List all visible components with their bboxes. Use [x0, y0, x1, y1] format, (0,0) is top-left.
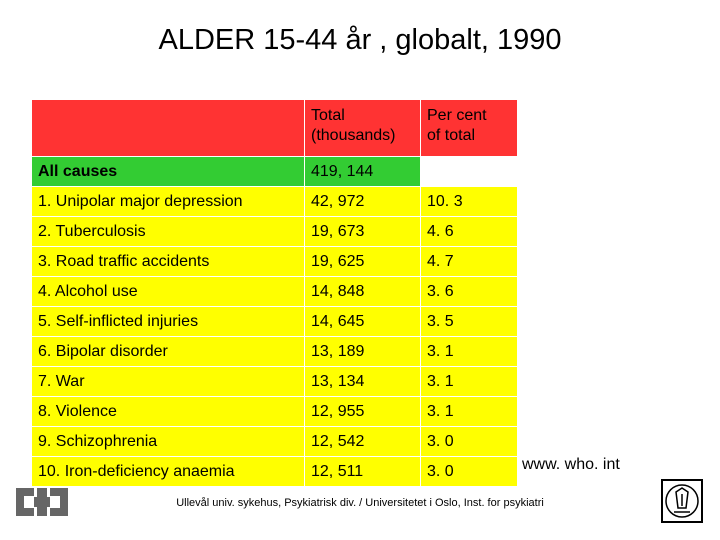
header-total: Total (thousands) [305, 100, 421, 157]
cause-cell [32, 427, 305, 457]
total-cell: 12, 511 [305, 457, 421, 487]
cause-number: 8. [38, 402, 52, 420]
total-value: 419, 144 [305, 157, 421, 187]
percent-cell: 10. 3 [421, 187, 518, 217]
total-percent [421, 157, 518, 187]
total-cell: 19, 625 [305, 247, 421, 277]
cause-cell [32, 367, 305, 397]
percent-cell: 4. 7 [421, 247, 518, 277]
percent-cell: 3. 0 [421, 457, 518, 487]
cause-label: Iron-deficiency anaemia [64, 462, 235, 480]
percent-cell: 3. 1 [421, 367, 518, 397]
table-row [32, 457, 518, 487]
page-title: ALDER 15-44 år , globalt, 1990 [158, 24, 562, 56]
table-header-row [32, 100, 518, 157]
total-cell: 13, 189 [305, 337, 421, 367]
cause-number: 4. [38, 282, 52, 300]
percent-cell: 3. 6 [421, 277, 518, 307]
table-row [32, 187, 518, 217]
table-row [32, 217, 518, 247]
cause-cell [32, 187, 305, 217]
university-seal-icon [660, 478, 704, 524]
cause-number: 2. [38, 222, 52, 240]
cause-number: 1. [38, 192, 52, 210]
total-row [32, 157, 518, 187]
cause-number: 5. [38, 312, 52, 330]
cause-cell [32, 277, 305, 307]
cause-number: 10. [38, 462, 61, 480]
table-row [32, 307, 518, 337]
cause-cell [32, 307, 305, 337]
total-label: All causes [32, 157, 305, 187]
cause-label: War [55, 372, 85, 390]
cause-label: Tuberculosis [55, 222, 146, 240]
total-cell: 12, 542 [305, 427, 421, 457]
total-cell: 14, 848 [305, 277, 421, 307]
percent-cell: 3. 1 [421, 397, 518, 427]
cause-cell [32, 397, 305, 427]
total-cell: 14, 645 [305, 307, 421, 337]
total-cell: 13, 134 [305, 367, 421, 397]
cause-label: Alcohol use [54, 282, 138, 300]
header-percent: Per cent of total [421, 100, 518, 157]
cause-number: 9. [38, 432, 52, 450]
cause-cell [32, 457, 305, 487]
percent-cell: 3. 1 [421, 337, 518, 367]
table-row [32, 367, 518, 397]
cause-label: Unipolar major depression [55, 192, 243, 210]
cause-number: 3. [38, 252, 52, 270]
percent-cell: 3. 5 [421, 307, 518, 337]
table-row [32, 337, 518, 367]
cause-cell [32, 217, 305, 247]
percent-cell: 3. 0 [421, 427, 518, 457]
source-link[interactable]: www. who. int [522, 456, 620, 473]
table-row [32, 427, 518, 457]
table-row [32, 397, 518, 427]
header-blank-cell [32, 100, 305, 157]
cause-label: Schizophrenia [55, 432, 158, 450]
cause-cell [32, 337, 305, 367]
cause-label: Bipolar disorder [55, 342, 168, 360]
cause-cell [32, 247, 305, 277]
cause-number: 7. [38, 372, 52, 390]
cause-label: Self-inflicted injuries [55, 312, 199, 330]
cause-label: Road traffic accidents [55, 252, 210, 270]
footer-text: Ullevål univ. sykehus, Psykiatrisk div. / Universitetet i Oslo, Inst. for psykiatri [176, 497, 544, 509]
table-row [32, 277, 518, 307]
total-cell: 12, 955 [305, 397, 421, 427]
causes-table [31, 99, 518, 487]
total-cell: 42, 972 [305, 187, 421, 217]
cause-label: Violence [55, 402, 117, 420]
table-row [32, 247, 518, 277]
total-cell: 19, 673 [305, 217, 421, 247]
cause-number: 6. [38, 342, 52, 360]
percent-cell: 4. 6 [421, 217, 518, 247]
